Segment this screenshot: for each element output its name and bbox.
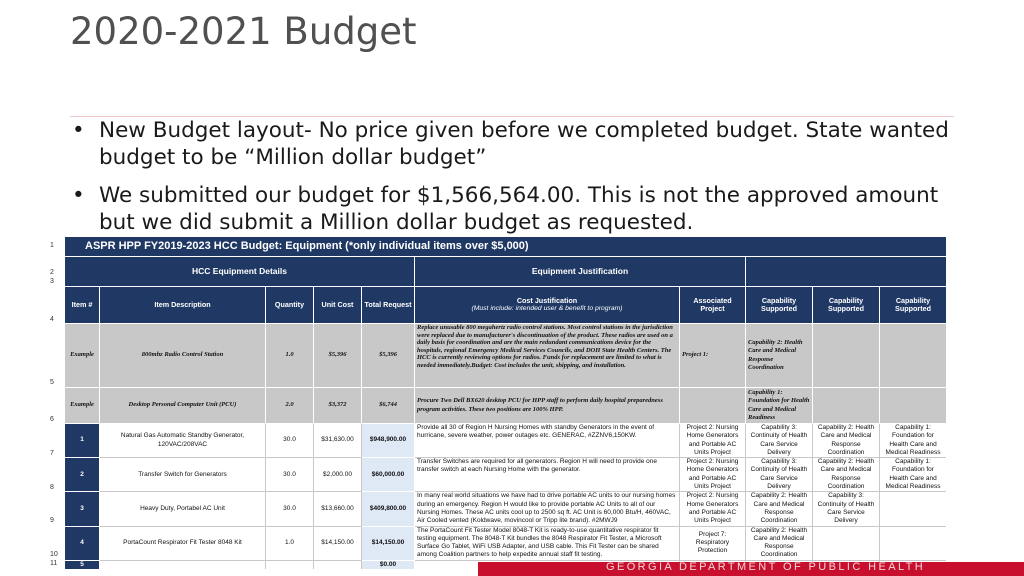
cell-unit-cost[interactable]: $5,396 [314, 324, 362, 388]
row-number: 5 [50, 379, 54, 386]
slide-title: 2020-2021 Budget [70, 10, 417, 53]
cell-capability-1[interactable]: Capability 3: Continuity of Health Care Service Delivery [746, 424, 813, 458]
header-item: Item # [65, 287, 100, 324]
cell-total[interactable]: $60,000.00 [362, 458, 415, 492]
row-number: 3 [50, 278, 54, 285]
cell-capability-3[interactable] [880, 492, 947, 526]
row-number: 10 [50, 551, 58, 558]
budget-spreadsheet [48, 236, 946, 569]
header-cost-justification [415, 287, 680, 324]
footer-organization: GEORGIA DEPARTMENT OF PUBLIC HEALTH [606, 561, 926, 573]
cell-total[interactable]: $5,396 [362, 324, 415, 388]
header-description: Item Description [100, 287, 266, 324]
cell-item[interactable]: Example [65, 324, 100, 388]
cell-description[interactable]: 800mhz Radio Control Station [100, 324, 266, 388]
cell-unit-cost[interactable]: $3,372 [314, 388, 362, 424]
cell-project[interactable]: Project 2: Nursing Home Generators and Portable AC Units Project [680, 424, 746, 458]
cell-description[interactable]: Desktop Personal Computer Unit (PCU) [100, 388, 266, 424]
cell-capability-1[interactable]: Capability 1: Foundation for Health Care and Medical Readiness [746, 388, 813, 424]
cell-capability-1[interactable]: Capability 3: Continuity of Health Care Service Delivery [746, 458, 813, 492]
cell-quantity[interactable]: 30.0 [266, 458, 314, 492]
cell-capability-3[interactable]: Capability 1: Foundation for Health Care and Medical Readiness [880, 424, 947, 458]
cell-quantity[interactable]: 30.0 [266, 492, 314, 526]
cell-item[interactable]: 1 [65, 424, 100, 458]
cell-quantity[interactable]: 1.0 [266, 324, 314, 388]
header-capability-2: Capability Supported [813, 287, 880, 324]
cost-justification-sublabel: (Must include: intended user & benefit to program) [471, 305, 623, 312]
header-capability-3: Capability Supported [880, 287, 947, 324]
cell-description[interactable]: Natural Gas Automatic Standby Generator, 120VAC/208VAC [100, 424, 266, 458]
bullet-item: • New Budget layout- No price given before we completed budget. State wanted budget to be “Million dollar budget” [70, 117, 950, 171]
table-row [65, 388, 947, 424]
row-number-column [48, 236, 64, 569]
cell-capability-3[interactable]: Capability 1: Foundation for Health Care and Medical Readiness [880, 458, 947, 492]
bullet-list [70, 116, 950, 236]
cell-project[interactable]: Project 1: [680, 324, 746, 388]
cell-total[interactable]: $948,900.00 [362, 424, 415, 458]
cell-unit-cost[interactable] [314, 560, 362, 569]
cell-capability-3[interactable] [880, 324, 947, 388]
cell-quantity[interactable]: 1.0 [266, 526, 314, 560]
table-row [65, 458, 947, 492]
sheet-title: ASPR HPP FY2019-2023 HCC Budget: Equipment (*only individual items over $5,000) [65, 237, 947, 257]
cell-capability-3[interactable] [880, 526, 947, 560]
table-row [65, 424, 947, 458]
cell-item[interactable]: 3 [65, 492, 100, 526]
cell-justification[interactable]: Replace unusable 800 megahertz radio control stations. Most control stations in the jurisdiction were replaced due to manufacturer's discontinuation of the product. These radios are used on a daily basis for coordination and are the main redundant communications device for the hospitals, regional Emergency Medical Services Councils, and DOH State Health Centers. The HCC is currently reviewing options for radios. Funds for replacement are limited to what is needed immediately.Budget: Cost includes the unit, shipping, and installation. [415, 324, 680, 388]
cell-justification[interactable]: In many real world situations we have had to drive portable AC units to our nursing homes during an emergency. Region H would like to provide portable AC Units to all of our Nursing Homes. These AC units cool up to 2500 sq ft. AC Unit is 60,000 Btu/H, 460VAC, Air Cooled vented (Koldwave, movincool or Tripp lite brand). #2MWJ9 [415, 492, 680, 526]
header-associated-project: Associated Project [680, 287, 746, 324]
cell-quantity[interactable]: 30.0 [266, 424, 314, 458]
cell-capability-2[interactable] [813, 324, 880, 388]
cost-justification-label: Cost Justification [516, 295, 578, 305]
row-number: 11 [50, 560, 58, 567]
cell-capability-2[interactable] [813, 526, 880, 560]
header-quantity: Quantity [266, 287, 314, 324]
cell-item[interactable]: 5 [65, 560, 100, 569]
cell-project[interactable]: Project 2: Nursing Home Generators and Portable AC Units Project [680, 492, 746, 526]
cell-capability-2[interactable]: Capability 3: Continuity of Health Care Service Delivery [813, 492, 880, 526]
cell-item[interactable]: 2 [65, 458, 100, 492]
table-row [65, 526, 947, 560]
cell-capability-2[interactable]: Capability 2: Health Care and Medical Response Coordination [813, 458, 880, 492]
table-row [65, 492, 947, 526]
cell-quantity[interactable] [266, 560, 314, 569]
cell-capability-2[interactable] [813, 388, 880, 424]
row-number: 8 [50, 484, 54, 491]
cell-item[interactable]: 4 [65, 526, 100, 560]
cell-justification[interactable]: The PortaCount Fit Tester Model 8048-T Kit is ready-to-use quantitative respirator fit testing equipment. The 8048-T Kit bundles the 8048 Respirator Fit Tester, a Microsoft Surface Go Tablet, WiFi USB Adapter, and USB cable. This Fit Tester can be shared among Coalition partners to help expedite annual staff fit testing. [415, 526, 680, 560]
cell-quantity[interactable]: 2.0 [266, 388, 314, 424]
cell-justification[interactable]: Provide all 30 of Region H Nursing Homes with standby Generators in the event of hurricane, severe weather, power outages etc. GENERAC, #ZZNV6,150KW. [415, 424, 680, 458]
cell-description[interactable]: Heavy Duty, Portabel AC Unit [100, 492, 266, 526]
cell-unit-cost[interactable]: $2,000.00 [314, 458, 362, 492]
cell-description[interactable]: Transfer Switch for Generators [100, 458, 266, 492]
cell-project[interactable] [680, 388, 746, 424]
cell-total[interactable]: $0.00 [362, 560, 415, 569]
cell-unit-cost[interactable]: $13,660.00 [314, 492, 362, 526]
header-unit-cost: Unit Cost [314, 287, 362, 324]
row-number: 2 [50, 269, 54, 276]
row-number: 1 [50, 242, 54, 249]
cell-project[interactable]: Project 7: Respiratory Protection [680, 526, 746, 560]
section-equipment-details: HCC Equipment Details [65, 257, 415, 287]
row-number: 7 [50, 450, 54, 457]
cell-total[interactable]: $6,744 [362, 388, 415, 424]
row-number: 9 [50, 517, 54, 524]
header-capability-1: Capability Supported [746, 287, 813, 324]
table-row [65, 324, 947, 388]
budget-table [64, 236, 946, 569]
section-equipment-justification: Equipment Justification [415, 257, 746, 287]
cell-capability-1[interactable]: Capability 2: Health Care and Medical Response Coordination [746, 526, 813, 560]
cell-item[interactable]: Example [65, 388, 100, 424]
bullet-item: • We submitted our budget for $1,566,564.00. This is not the approved amount but we did submit a Million dollar budget as requested. [70, 182, 950, 236]
cell-total[interactable]: $14,150.00 [362, 526, 415, 560]
cell-justification[interactable]: Procure Two Dell BX620 desktop PCU for HPP staff to perform daily hospital preparedness program activities. These two positions are 100% HPP. [415, 388, 680, 424]
cell-capability-2[interactable]: Capability 2: Health Care and Medical Response Coordination [813, 424, 880, 458]
cell-capability-1[interactable]: Capability 2: Health Care and Medical Response Coordination [746, 492, 813, 526]
cell-description[interactable] [100, 560, 266, 569]
cell-justification[interactable]: Transfer Switches are required for all generators. Region H will need to provide one transfer switch at each Nursing Home with the generator. [415, 458, 680, 492]
cell-unit-cost[interactable]: $31,630.00 [314, 424, 362, 458]
cell-description[interactable]: PortaCount Respirator Fit Tester 8048 Kit [100, 526, 266, 560]
cell-capability-3[interactable] [880, 388, 947, 424]
cell-capability-1[interactable]: Capability 2: Health Care and Medical Response Coordination [746, 324, 813, 388]
cell-project[interactable]: Project 2: Nursing Home Generators and Portable AC Units Project [680, 458, 746, 492]
row-number: 6 [50, 416, 54, 423]
row-number: 4 [50, 316, 54, 323]
header-total: Total Request [362, 287, 415, 324]
cell-total[interactable]: $409,800.00 [362, 492, 415, 526]
cell-unit-cost[interactable]: $14,150.00 [314, 526, 362, 560]
